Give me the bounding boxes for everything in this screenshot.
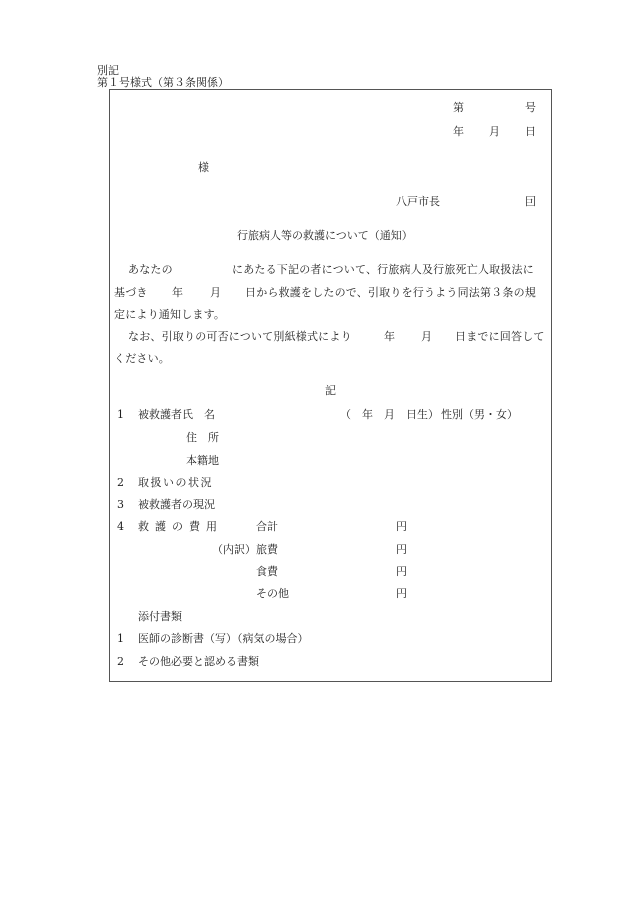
form-number-label: 第１号様式（第３条関係） (97, 76, 229, 89)
para2-line1-year: 年 (384, 330, 396, 343)
para1-line2-b: 日から救護をしたので、引取りを行うよう同法第３条の規 (245, 286, 536, 299)
food-yen: 円 (396, 565, 407, 578)
document-title: 行旅病人等の救護について（通知） (237, 229, 413, 242)
para1-line2-month: 月 (210, 286, 222, 299)
para1-line2-a: 基づき (114, 286, 148, 299)
total-yen: 円 (396, 520, 407, 533)
attachments-title: 添付書類 (138, 610, 182, 623)
para1-line1-b: にあたる下記の者について、行旅病人及行旅死亡人取扱法に (232, 263, 534, 276)
number-suffix: 号 (525, 101, 536, 114)
ki-heading: 記 (325, 384, 336, 397)
issuer: 八戸市長 (396, 195, 440, 208)
domicile-label: 本籍地 (186, 454, 219, 467)
address-label: 住 所 (186, 431, 219, 444)
item4-label: 救護の費用 (138, 520, 223, 533)
item-number-4: 4 (117, 520, 124, 533)
item-number-3: 3 (117, 498, 124, 511)
other-yen: 円 (396, 587, 407, 600)
total-label: 合計 (256, 520, 278, 533)
food-label: 食費 (256, 565, 278, 578)
date-day: 日 (525, 125, 536, 138)
other-label: その他 (256, 587, 289, 600)
travel-yen: 円 (396, 543, 407, 556)
para1-line1-a: あなたの (128, 263, 173, 276)
addressee-suffix: 様 (198, 161, 209, 174)
attachment-number-2: 2 (117, 655, 124, 668)
para2-line1-a: なお、引取りの可否について別紙様式により (128, 330, 352, 343)
number-prefix: 第 (453, 101, 464, 114)
item-number-1: 1 (117, 408, 124, 421)
item3-label: 被救護者の現況 (138, 498, 215, 511)
attachment-2: その他必要と認める書類 (138, 655, 259, 668)
appendix-label: 別記 (97, 64, 119, 77)
attachment-1: 医師の診断書（写）（病気の場合） (138, 632, 309, 645)
para2-line1-b: 日までに回答して (455, 330, 545, 343)
attachment-number-1: 1 (117, 632, 124, 645)
para1-line3: 定により通知します。 (114, 308, 226, 321)
breakdown-label: （内訳） (212, 543, 256, 556)
para1-line2-year: 年 (172, 286, 184, 299)
travel-label: 旅費 (256, 543, 278, 556)
sex-field: 性別（男・女） (441, 408, 518, 421)
birth-date-field: （ 年 月 日生） (340, 408, 439, 421)
item1-label: 被救護者氏 名 (138, 408, 215, 421)
item2-label: 取扱いの状況 (138, 476, 213, 489)
para2-line1-month: 月 (421, 330, 433, 343)
date-month: 月 (489, 125, 500, 138)
para2-line2: ください。 (114, 352, 170, 365)
seal-mark: 囙 (525, 195, 536, 208)
date-year: 年 (453, 125, 464, 138)
item-number-2: 2 (117, 476, 124, 489)
